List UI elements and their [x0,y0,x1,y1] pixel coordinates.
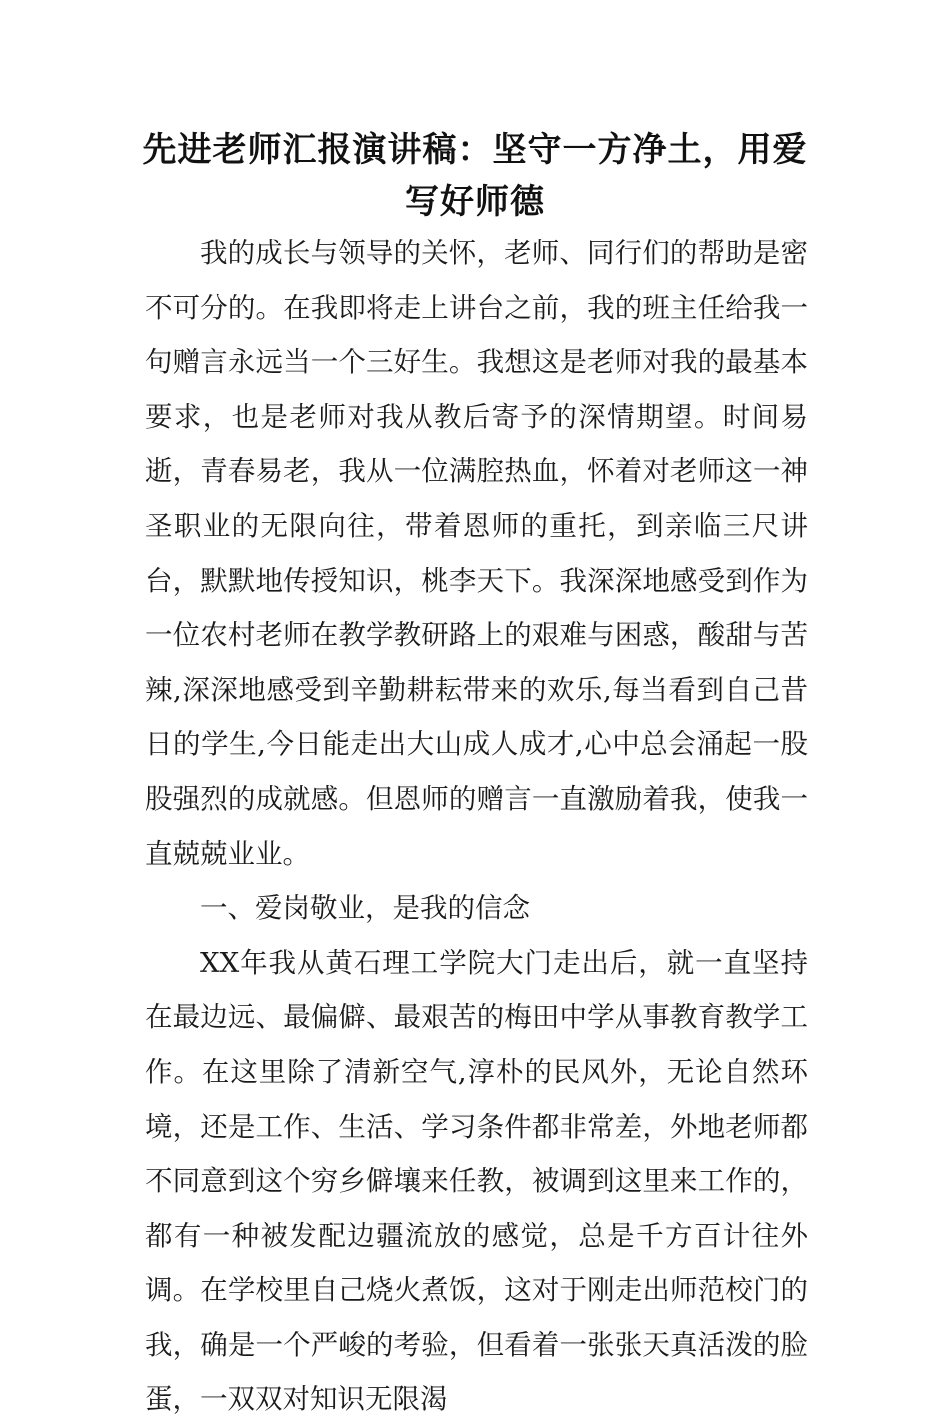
section-heading-1: 一、爱岗敬业，是我的信念 [200,892,530,925]
paragraph-section-1: XX年我从黄石理工学院大门走出后，就一直坚持在最边远、最偏僻、最艰苦的梅田中学从事教育教学工作。在这里除了清新空气,淳朴的民风外，无论自然环境，还是工作、生活、学习条件都非常差，外地老师都不同意到这个穷乡僻壤来任教，被调到这里来工作的，都有一种被发配边疆流放的感觉，总是千方百计往外调。在学校里自己烧火煮饭，这对于刚走出师范校门的我，确是一个严峻的考验，但看着一张张天真活泼的脸蛋，一双双对知识无限渴 [145,946,808,1416]
document-body [145,226,808,1427]
document-title: 先进老师汇报演讲稿：坚守一方净土，用爱写好师德 [142,130,808,222]
paragraph-intro: 我的成长与领导的关怀，老师、同行们的帮助是密不可分的。在我即将走上讲台之前，我的班主任给我一句赠言永远当一个三好生。我想这是老师对我的最基本要求，也是老师对我从教后寄予的深情期望。时间易逝，青春易老，我从一位满腔热血，怀着对老师这一神圣职业的无限向往，带着恩师的重托，到亲临三尺讲台，默默地传授知识，桃李天下。我深深地感受到作为一位农村老师在教学教研路上的艰难与困惑，酸甜与苦辣,深深地感受到辛勤耕耘带来的欢乐,每当看到自己昔日的学生,今日能走出大山成人成才,心中总会涌起一股股强烈的成就感。但恩师的赠言一直激励着我，使我一直兢兢业业。 [145,237,808,870]
